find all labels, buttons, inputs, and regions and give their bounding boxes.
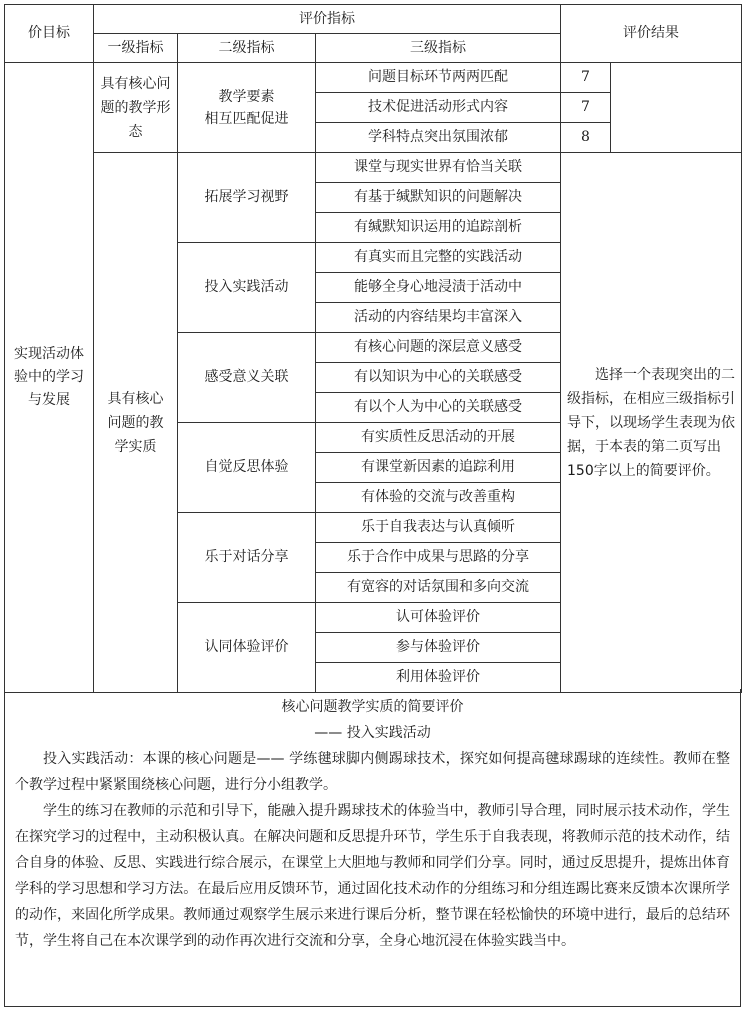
target-cell (5, 63, 94, 693)
level3-item: 有基于缄默知识的问题解决 (316, 183, 561, 213)
level3-item: 有实质性反思活动的开展 (316, 423, 561, 453)
level2-match-line2: 相互匹配促进 (204, 110, 289, 127)
result-instruction-text: 选择一个表现突出的二级指标，在相应三级指标引导下，以现场学生表现为依据，于本表的第二页写出150字以上的简要评价。 (567, 366, 735, 479)
header-level2: 二级指标 (178, 34, 316, 63)
level3-item: 乐于自我表达与认真倾听 (316, 513, 561, 543)
level3-item: 活动的内容结果均丰富深入 (316, 303, 561, 333)
target-text: 实现活动体验中的学习与发展 (14, 346, 84, 408)
level3-item: 乐于合作中成果与思路的分享 (316, 543, 561, 573)
level3-item: 有以个人为中心的关联感受 (316, 393, 561, 423)
score-cell: 8 (561, 123, 611, 153)
header-indicators: 评价指标 (94, 5, 561, 34)
level2-group: 感受意义关联 (178, 333, 316, 423)
level2-group: 拓展学习视野 (178, 153, 316, 243)
level3-item: 认可体验评价 (316, 603, 561, 633)
summary-title: 核心问题教学实质的简要评价 (281, 699, 464, 715)
header-level3: 三级指标 (316, 34, 561, 63)
level3-item: 有缄默知识运用的追踪剖析 (316, 213, 561, 243)
level2-group: 投入实践活动 (178, 243, 316, 333)
level2-match (178, 63, 316, 153)
level2-match-line1: 教学要素 (218, 88, 275, 105)
evaluation-table (4, 4, 742, 693)
level3-item: 技术促进活动形式内容 (316, 93, 561, 123)
summary-subtitle: —— 投入实践活动 (314, 725, 431, 741)
empty-cell (611, 63, 742, 153)
summary-paragraph: 投入实践活动：本课的核心问题是—— 学练毽球脚内侧踢球技术，探究如何提高毽球踢球的连续性。教师在整个教学过程中紧紧围绕核心问题，进行分小组教学。 (15, 751, 730, 793)
result-instruction (561, 153, 742, 693)
level3-item: 有课堂新因素的追踪利用 (316, 453, 561, 483)
header-level1: 一级指标 (94, 34, 178, 63)
summary-paragraph: 学生的练习在教师的示范和引导下，能融入提升踢球技术的体验当中，教师引导合理，同时展示技术动作，学生在探究学习的过程中，主动积极认真。在解决问题和反思提升环节，学生乐于自我表现，将教师示范的技术动作，结合自身的体验、反思、实践进行综合展示，在课堂上大胆地与教师和同学们分享。同时，通过反思提升，提炼出体育学科的学习思想和学习方法。在最后应用反馈环节，通过固化技术动作的分组练习和分组连踢比赛来反馈本次课所学的动作，来固化所学成果。教师通过观察学生展示来进行课后分析，整节课在轻松愉快的环境中进行，最后的总结环节，学生将自己在本次课学到的动作再次进行交流和分享，全身心地沉浸在体验实践当中。 (15, 803, 730, 949)
level3-item: 有以知识为中心的关联感受 (316, 363, 561, 393)
header-target: 价目标 (5, 5, 94, 63)
level3-item: 有真实而且完整的实践活动 (316, 243, 561, 273)
header-result: 评价结果 (561, 5, 742, 63)
level1-form: 具有核心问题的教学形态 (94, 63, 178, 153)
level3-item: 有核心问题的深层意义感受 (316, 333, 561, 363)
summary-section (4, 689, 741, 1007)
score-cell: 7 (561, 63, 611, 93)
level1-substance: 具有核心问题的教学实质 (94, 153, 178, 693)
level2-group: 认同体验评价 (178, 603, 316, 693)
level3-item: 有宽容的对话氛围和多向交流 (316, 573, 561, 603)
level3-item: 利用体验评价 (316, 663, 561, 693)
level3-item: 有体验的交流与改善重构 (316, 483, 561, 513)
level3-item: 能够全身心地浸渍于活动中 (316, 273, 561, 303)
level3-item: 问题目标环节两两匹配 (316, 63, 561, 93)
level3-item: 参与体验评价 (316, 633, 561, 663)
level2-group: 自觉反思体验 (178, 423, 316, 513)
score-cell: 7 (561, 93, 611, 123)
level3-item: 课堂与现实世界有恰当关联 (316, 153, 561, 183)
level3-item: 学科特点突出氛围浓郁 (316, 123, 561, 153)
level2-group: 乐于对话分享 (178, 513, 316, 603)
